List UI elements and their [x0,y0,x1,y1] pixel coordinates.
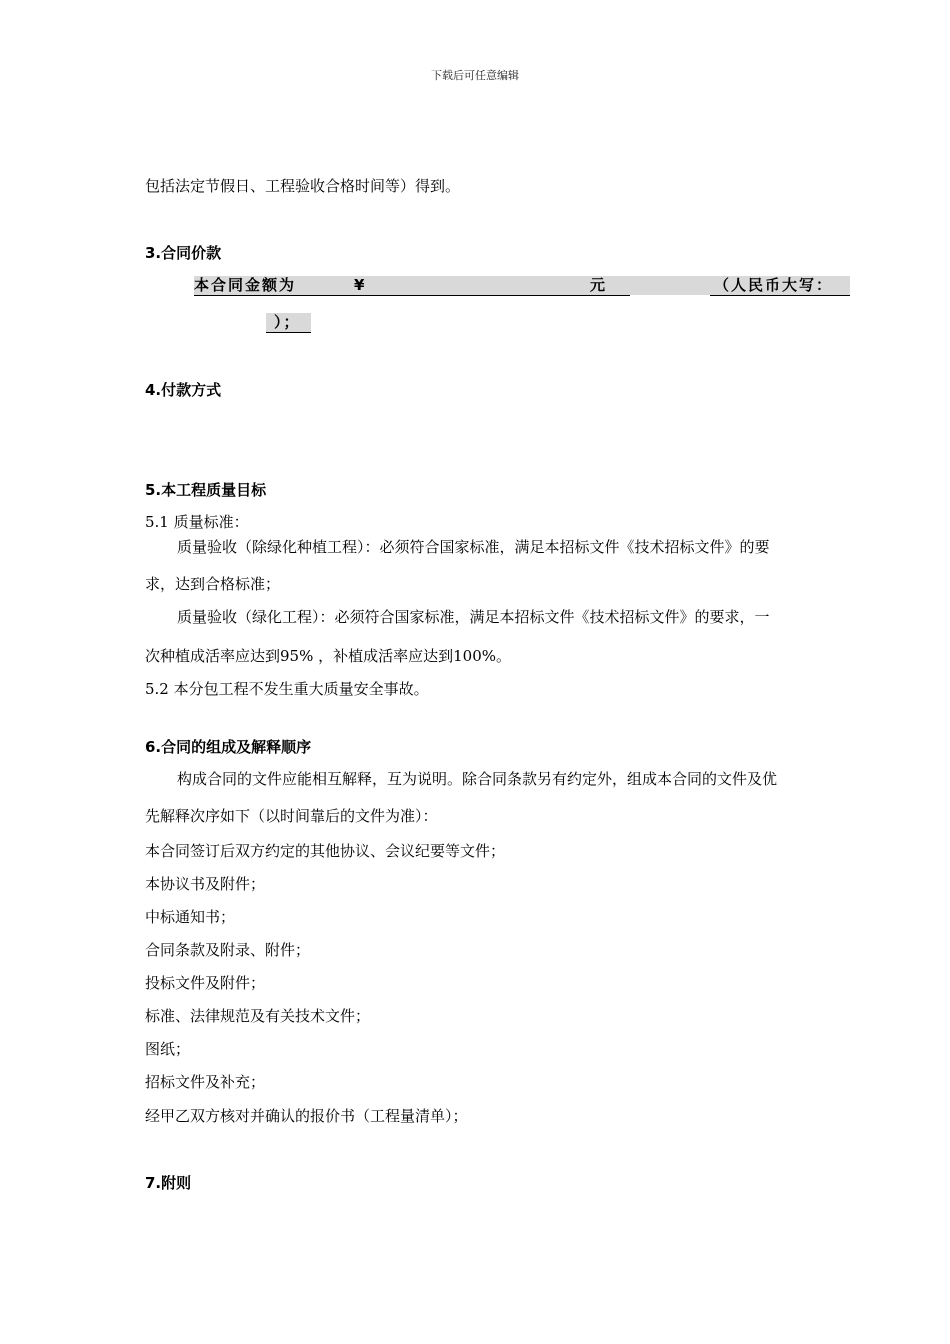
rmb-upper-label: （人民币大写： [714,276,834,294]
section-5-1-label: 5.1 质量标准： [145,513,249,531]
list-item: 标准、法律规范及有关技术文件； [145,1007,371,1025]
amount-prefix-label: 本合同金额为 [194,276,297,294]
section-5-2-text: 5.2 本分包工程不发生重大质量安全事故。 [145,680,429,698]
continuation-text: 包括法定节假日、工程验收合格时间等）得到。 [145,177,461,195]
quality-para-1-line-2: 求，达到合格标准； [145,575,281,593]
section-5-title: 5.本工程质量目标 [145,481,267,499]
currency-symbol: ¥ [354,276,367,294]
section-4-title: 4.付款方式 [145,381,222,399]
section-3-title: 3.合同价款 [145,244,222,262]
list-item: 投标文件及附件； [145,974,266,992]
quality-para-2-line-1: 质量验收（绿化工程）：必须符合国家标准，满足本招标文件《技术招标文件》的要求，一 [177,608,770,626]
section-7-title: 7.附则 [145,1174,192,1192]
list-item: 本协议书及附件； [145,875,266,893]
quality-para-2-line-2: 次种植成活率应达到95% ，补植成活率应达到100%。 [145,647,511,665]
page-header-note: 下载后可任意编辑 [431,69,519,82]
list-item: 图纸； [145,1040,191,1058]
yuan-label: 元 [590,276,608,294]
section-6-intro-line-2: 先解释次序如下（以时间靠后的文件为准）： [145,807,438,825]
list-item: 招标文件及补充； [145,1073,266,1091]
list-item: 合同条款及附录、附件； [145,941,311,959]
contract-amount-line [194,276,850,295]
list-item: 本合同签订后双方约定的其他协议、会议纪要等文件； [145,842,506,860]
list-item: 中标通知书； [145,908,236,926]
section-6-intro-line-1: 构成合同的文件应能相互解释，互为说明。除合同条款另有约定外，组成本合同的文件及优 [177,770,778,788]
closing-bracket: ）； [274,313,301,331]
section-6-title: 6.合同的组成及解释顺序 [145,738,312,756]
quality-para-1-line-1: 质量验收（除绿化种植工程）：必须符合国家标准，满足本招标文件《技术招标文件》的要 [177,538,770,556]
list-item: 经甲乙双方核对并确认的报价书（工程量清单）； [145,1107,468,1125]
contract-amount-closing [266,313,311,332]
